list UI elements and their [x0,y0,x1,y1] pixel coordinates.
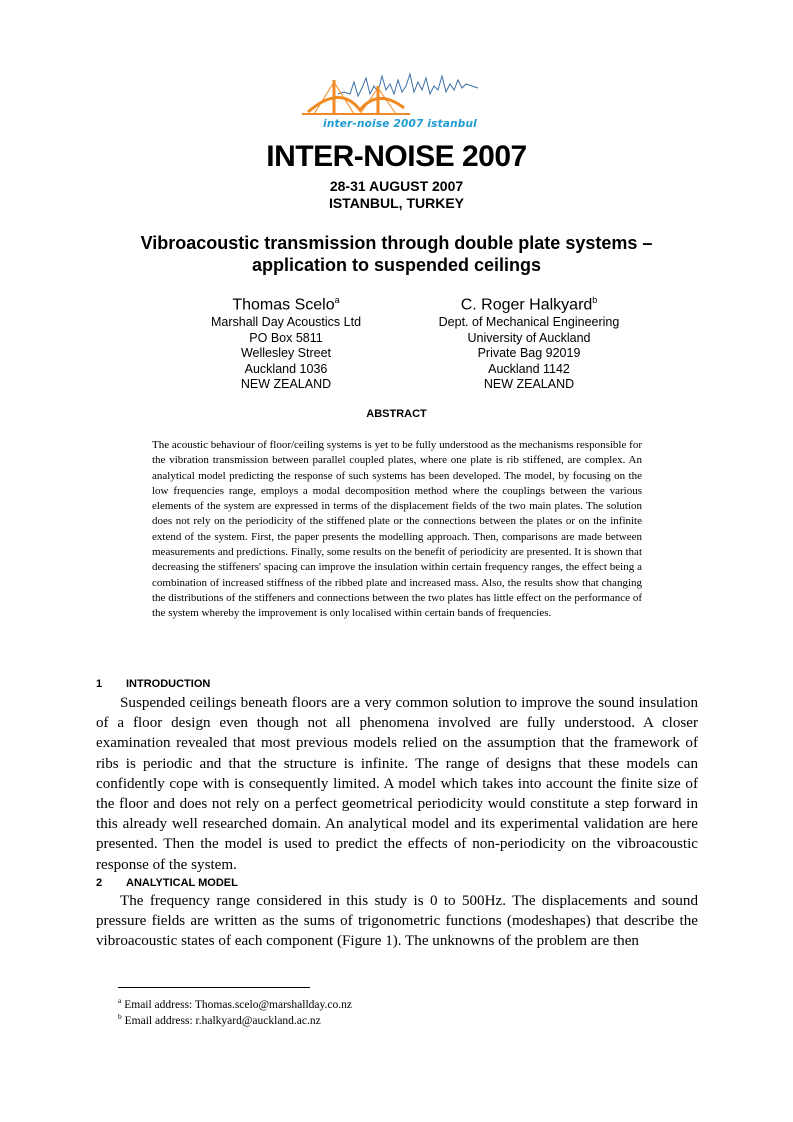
abstract-text: The acoustic behaviour of floor/ceiling systems is yet to be fully understood as the mechanisms responsible for the vibration transmission between parallel coupled plates, where one plate is rib stiffened, are complex. An analytical model predicting the response of such systems has been developed. The model, by focusing on the low frequencies range, employs a modal decomposition method where the couplings between the various elements of the system are expressed in terms of the displacement fields of the two main plates. The solution does not rely on the periodicity of the stiffened plate or the connections between the plates or on the infinite extend of the system. First, the paper presents the modelling approach. Then, comparisons are made between measurements and predictions. Finally, some results on the benefit of periodicity are presented. It is shown that decreasing the stiffeners' spacing can improve the insulation within certain frequency ranges, the effect being a combination of increased stiffness of the ribbed plate and increased mass. Also, the results show that changing the distributions of the stiffeners and connections between the two plates has little effect on the performance of the system whereby the improvement is only localised within certain bands of frequencies. [152,439,642,620]
section-title: INTRODUCTION [126,678,211,690]
author-block [166,290,406,393]
conference-title: INTER-NOISE 2007 [266,140,527,173]
paper-title [80,232,713,276]
bridge-graphic [302,80,410,114]
affiliation-line: NEW ZEALAND [483,377,575,392]
waveform-graphic [338,74,478,96]
author-name: C. Roger Halkyard$^b$ [460,295,598,314]
affiliation-line: Private Bag 92019 [477,346,581,361]
affiliation-line: Auckland 1036 [244,361,328,376]
logo-caption: inter-noise 2007 istanbul [323,118,477,130]
footnote-mark: b [118,1012,122,1021]
affiliation-line: Auckland 1142 [488,361,570,376]
footnote [118,1010,321,1028]
footnote-separator [118,987,310,988]
author-name: Thomas Scelo$^a$ [232,295,340,314]
section-body [96,693,698,875]
paper-title-line1: Vibroacoustic transmission through double plate systems – [140,233,653,253]
author-mark: a [334,295,340,305]
affiliation-line: Wellesley Street [240,346,332,361]
section-body [96,891,698,952]
section-number: 1 [96,678,103,690]
affiliation-line: Marshall Day Acoustics Ltd [210,315,362,330]
author-block [409,290,649,393]
footnote-text: Email address: Thomas.scelo@marshallday.co.nz [124,998,352,1011]
affiliation-line: PO Box 5811 [249,330,323,345]
conference-location: ISTANBUL, TURKEY [328,195,465,211]
author-mark: b [592,295,598,305]
footnote-mark: a [118,996,122,1005]
section-heading [96,678,210,690]
section-number: 2 [96,877,103,889]
section-title: ANALYTICAL MODEL [126,877,238,889]
paragraph: Suspended ceilings beneath floors are a very common solution to improve the sound insulation of a floor design even though not all phenomena involved are fully understood. A closer examination revealed that most previous models relied on the assumption that the framework of ribs is periodic and that the structure is infinite. The range of designs that these models can confidently cope with is consequently limited. A model which takes into account the finite size of the floor and does not rely on a perfect geometrical periodicity would constitute a step forward in this already well researched domain. An analytical model and its experimental validation are here presented. Then the model is used to predict the effects of non-periodicity on the vibroacoustic response of the system. [96,695,698,873]
affiliation-line: NEW ZEALAND [240,377,332,392]
footnote-text: Email address: r.halkyard@auckland.ac.nz [124,1014,321,1027]
conference-date: 28-31 AUGUST 2007 [329,178,464,194]
paper-title-line2: application to suspended ceilings [251,255,542,275]
affiliation-line: University of Auckland [467,330,591,345]
paragraph: The frequency range considered in this study is 0 to 500Hz. The displacements and sound pressure fields are written as the sums of trigonometric functions (modeshapes) that describe the vibroacoustic states of each component (Figure 1). The unknowns of the problem are then [96,893,698,950]
affiliation-line: Dept. of Mechanical Engineering [438,315,620,330]
abstract-heading: ABSTRACT [366,408,427,420]
section-heading [96,877,238,889]
